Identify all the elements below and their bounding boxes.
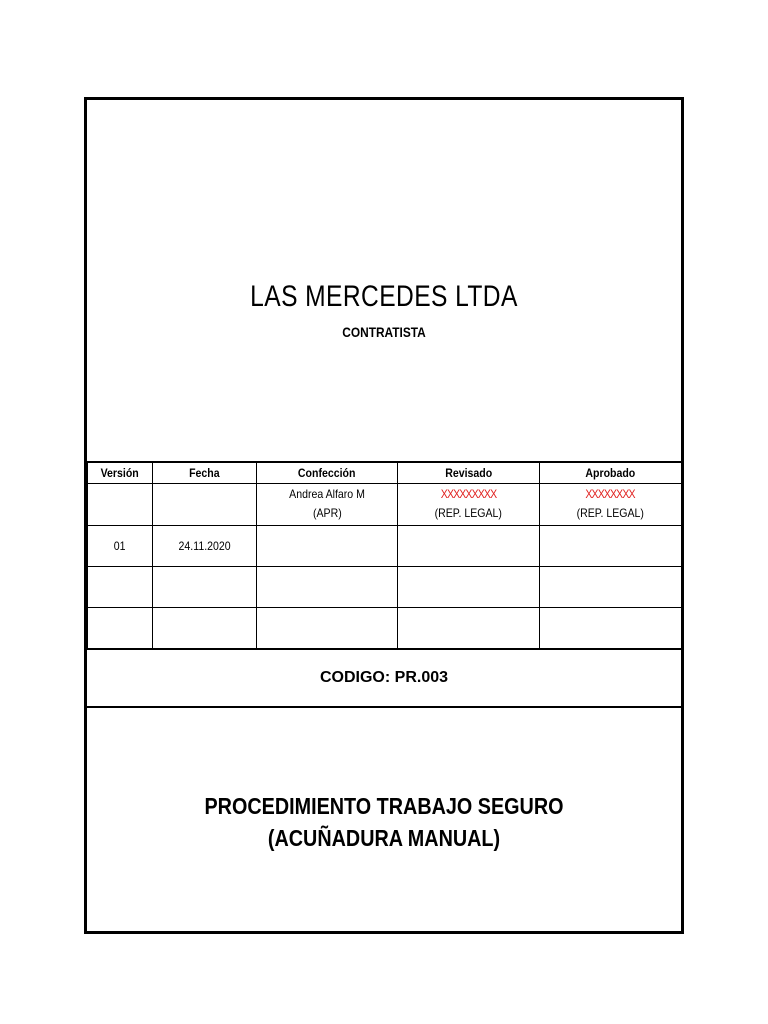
table-cell — [540, 608, 682, 649]
confeccion-role: (APR) — [312, 506, 342, 520]
column-header-aprobado: Aprobado — [540, 462, 682, 484]
document-title — [87, 790, 681, 854]
aprobado-role: (REP. LEGAL) — [576, 506, 645, 520]
table-cell — [153, 608, 257, 649]
confeccion-name: Andrea Alfaro M — [289, 487, 365, 501]
column-header-confeccion: Confección — [257, 462, 398, 484]
document-title-line2: (ACUÑADURA MANUAL) — [267, 825, 501, 851]
column-header-revisado: Revisado — [398, 462, 540, 484]
table-row — [88, 608, 682, 649]
fecha-cell: 24.11.2020 — [153, 526, 257, 567]
table-cell — [153, 567, 257, 608]
table-cell — [257, 608, 398, 649]
table-cell — [398, 608, 540, 649]
aprobado-signature-cell — [540, 484, 682, 526]
document-title-line1: PROCEDIMIENTO TRABAJO SEGURO — [204, 793, 564, 819]
table-row — [88, 567, 682, 608]
table-cell — [88, 567, 153, 608]
table-cell — [398, 567, 540, 608]
column-header-fecha: Fecha — [153, 462, 257, 484]
table-cell — [257, 567, 398, 608]
company-role: CONTRATISTA — [342, 324, 426, 340]
revision-table — [87, 461, 682, 649]
table-cell — [540, 567, 682, 608]
aprobado-name-placeholder: XXXXXXXX — [585, 487, 636, 501]
table-cell — [88, 608, 153, 649]
table-cell — [398, 526, 540, 567]
signature-row — [88, 484, 682, 526]
title-section — [87, 712, 681, 931]
header-section — [87, 100, 681, 461]
confeccion-signature-cell — [257, 484, 398, 526]
table-cell — [540, 526, 682, 567]
document-code: CODIGO: PR.003 — [319, 669, 449, 686]
document-frame — [84, 97, 684, 934]
table-cell — [88, 484, 153, 526]
company-name: LAS MERCEDES LTDA — [250, 280, 518, 313]
revisado-name-placeholder: XXXXXXXXX — [440, 487, 497, 501]
version-cell: 01 — [88, 526, 153, 567]
table-row — [88, 526, 682, 567]
revisado-role: (REP. LEGAL) — [434, 506, 503, 520]
revisado-signature-cell — [398, 484, 540, 526]
code-section — [87, 648, 681, 708]
table-cell — [257, 526, 398, 567]
column-header-version: Versión — [88, 462, 153, 484]
table-cell — [153, 484, 257, 526]
table-header-row — [88, 462, 682, 484]
